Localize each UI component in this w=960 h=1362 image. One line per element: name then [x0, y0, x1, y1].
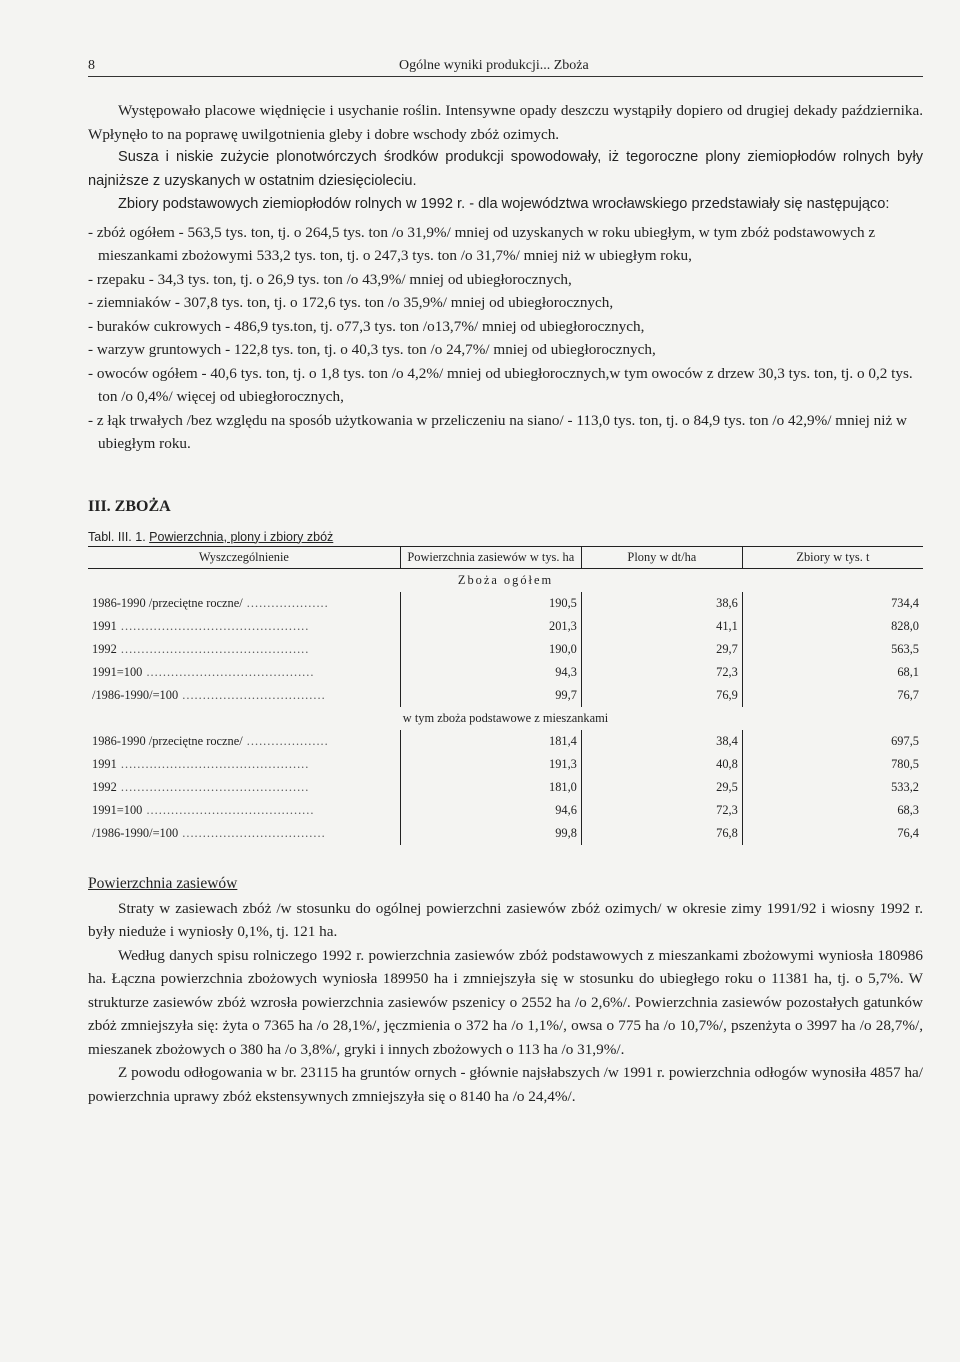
list-item: - buraków cukrowych - 486,9 tys.ton, tj. o77,3 tys. ton /o13,7%/ mniej od ubiegłorocznych,: [88, 317, 645, 335]
intro-paragraph-3: Zbiory podstawowych ziemiopłodów rolnych w 1992 r. - dla województwa wrocławskiego przedstawiały się następująco:: [118, 196, 890, 212]
table-row: 1991 .............................................. 201,3 41,1 828,0: [88, 615, 923, 638]
cell-yield: 72,3: [581, 799, 742, 822]
cell-yield: 76,8: [581, 822, 742, 845]
cell-area: 99,7: [400, 684, 581, 707]
table-row: 1986-1990 /przeciętne roczne/ .................... 190,5 38,6 734,4: [88, 592, 923, 615]
running-title: Ogólne wyniki produkcji... Zboża: [399, 58, 589, 73]
cell-yield: 41,1: [581, 615, 742, 638]
cereals-table: [88, 546, 923, 845]
table-header-row: [88, 546, 923, 568]
table-caption-text: Powierzchnia, plony i zbiory zbóż: [149, 529, 334, 544]
list-item: - ziemniaków - 307,8 tys. ton, tj. o 172,6 tys. ton /o 35,9%/ mniej od ubiegłorocznych,: [88, 294, 614, 311]
cell-harvest: 697,5: [891, 733, 919, 748]
table-row: /1986-1990/=100 ................................... 99,7 76,9 76,7: [88, 684, 923, 707]
header-yield: Plony w dt/ha: [581, 546, 742, 568]
cell-harvest: 828,0: [891, 618, 919, 633]
cell-yield: 76,9: [581, 684, 742, 707]
table-row: 1991=100 ......................................... 94,6 72,3 68,3: [88, 799, 923, 822]
table-row: 1991 .............................................. 191,3 40,8 780,5: [88, 753, 923, 776]
header-area: Powierzchnia zasiewów w tys. ha: [400, 546, 581, 568]
harvest-list: [88, 221, 923, 456]
cell-area: 99,8: [400, 822, 581, 845]
cell-area: 94,3: [400, 661, 581, 684]
page-number: 8: [88, 58, 95, 73]
row-label: 1991=100: [92, 802, 143, 817]
intro-paragraph-1: Występowało placowe więdnięcie i usychanie roślin. Intensywne opady deszczu wystąpiły dopiero od drugiej dekady października. Wpłynęło to na poprawę uwilgotnienia gleby i dobre wschody zbóż ozimych.: [88, 102, 923, 143]
cell-harvest: 563,5: [891, 641, 919, 656]
subsection-paragraph-3: Z powodu odłogowania w br. 23115 ha gruntów ornych - głównie najsłabszych /w 1991 r. powierzchnia odłogów wynosiła 4857 ha/ powierzchnia uprawy zbóż ekstensywnych zmniejszyła się o 8140 ha /o 24,4%/.: [88, 1064, 923, 1105]
row-label: /1986-1990/=100: [92, 687, 179, 702]
table-row: 1992 .............................................. 190,0 29,7 563,5: [88, 638, 923, 661]
table-row: /1986-1990/=100 ................................... 99,8 76,8 76,4: [88, 822, 923, 845]
group-row-basic: [88, 707, 923, 730]
list-item: - rzepaku - 34,3 tys. ton, tj. o 26,9 tys. ton /o 43,9%/ mniej od ubiegłorocznych,: [88, 270, 572, 288]
list-item: - owoców ogółem - 40,6 tys. ton, tj. o 1,8 tys. ton /o 4,2%/ mniej od ubiegłorocznych,w tym owoców z drzew 30,3 tys. ton, tj. o 0,2 tys. ton /o 0,4%/ więcej od ubiegłorocznych,: [88, 364, 913, 405]
cell-harvest: 780,5: [891, 756, 919, 771]
subsection-paragraph-1: Straty w zasiewach zbóż /w stosunku do ogólnej powierzchni zasiewów zbóż ozimych/ w okresie zimy 1991/92 i wiosny 1992 r. były nieduże i wyniosły 0,1%, tj. 121 ha.: [88, 899, 923, 940]
cell-harvest: 68,3: [897, 802, 919, 817]
table-row: 1992 .............................................. 181,0 29,5 533,2: [88, 776, 923, 799]
cell-harvest: 68,1: [897, 664, 919, 679]
list-item: - z łąk trwałych /bez względu na sposób użytkowania w przeliczeniu na siano/ - 113,0 tys. ton, tj. o 84,9 tys. ton /o 42,9%/ mniej niż w ubiegłym roku.: [88, 411, 907, 452]
cell-area: 181,0: [400, 776, 581, 799]
group-row-total: [88, 568, 923, 592]
row-label: /1986-1990/=100: [92, 825, 179, 840]
subsection-title: Powierzchnia zasiewów: [88, 874, 238, 892]
document-page: [88, 58, 923, 1108]
intro-paragraph-2: Susza i niskie zużycie plonotwórczych środków produkcji spowodowały, iż tegoroczne plony ziemiopłodów rolnych były najniższe z uzyskanych w ostatnim dziesięcioleciu.: [88, 149, 923, 189]
row-label: 1986-1990 /przeciętne roczne/: [92, 733, 243, 748]
list-item: - zbóż ogółem - 563,5 tys. ton, tj. o 264,5 tys. ton /o 31,9%/ mniej od uzyskanych w roku ubiegłym, w tym zbóż podstawowych z mieszankami zbożowymi 533,2 tys. ton, tj. o 247,3 tys. ton /o 31,7%/ mniej niż w ubiegłym roku,: [88, 223, 876, 264]
row-label: 1992: [92, 641, 117, 656]
section-title: III. ZBOŻA: [88, 497, 171, 515]
list-item: - warzyw gruntowych - 122,8 tys. ton, tj. o 40,3 tys. ton /o 24,7%/ mniej od ubiegłorocznych,: [88, 341, 656, 358]
cell-area: 181,4: [400, 730, 581, 753]
cell-harvest: 533,2: [891, 779, 919, 794]
cell-area: 190,0: [400, 638, 581, 661]
cell-yield: 38,6: [581, 592, 742, 615]
table-row: 1986-1990 /przeciętne roczne/ .................... 181,4 38,4 697,5: [88, 730, 923, 753]
row-label: 1986-1990 /przeciętne roczne/: [92, 595, 243, 610]
row-label: 1991=100: [92, 664, 143, 679]
cell-yield: 72,3: [581, 661, 742, 684]
cell-area: 190,5: [400, 592, 581, 615]
page-header: [88, 58, 923, 77]
row-label: 1992: [92, 779, 117, 794]
cell-area: 94,6: [400, 799, 581, 822]
cell-area: 191,3: [400, 753, 581, 776]
cell-harvest: 76,4: [897, 825, 919, 840]
subsection-paragraph-2: Według danych spisu rolniczego 1992 r. powierzchnia zasiewów zbóż podstawowych z mieszankami zbożowymi wyniosła 180986 ha. Łączna powierzchnia zbożowych wyniosła 189950 ha i zmniejszyła się w stosunku do ubiegłego roku o 11381 ha, tj. o 5,7%. W strukturze zasiewów zbóż wzrosła powierzchnia zasiewów pszenicy o 2552 ha /o 2,6%/. Powierzchnia zasiewów pozostałych gatunków zbóż zmniejszyła się: żyta o 7365 ha /o 28,1%/, jęczmienia o 372 ha /o 1,1%/, owsa o 775 ha /o 10,7%/, pszenżyta o 3997 ha /o 28,7%/, mieszanek zbożowych o 380 ha /o 3,8%/, gryki i innych zbożowych o 113 ha /o 31,9%/.: [88, 946, 923, 1058]
row-label: 1991: [92, 618, 117, 633]
group-label: Zboża ogółem: [457, 572, 554, 587]
group-label: w tym zboża podstawowe z mieszankami: [402, 710, 609, 725]
cell-harvest: 76,7: [897, 687, 919, 702]
row-label: 1991: [92, 756, 117, 771]
table-caption-prefix: Tabl. III. 1.: [88, 529, 146, 544]
header-harvest: Zbiory w tys. t: [742, 546, 923, 568]
header-label: Wyszczególnienie: [88, 546, 400, 568]
cell-yield: 38,4: [581, 730, 742, 753]
cell-yield: 29,7: [581, 638, 742, 661]
cell-harvest: 734,4: [891, 595, 919, 610]
cell-yield: 40,8: [581, 753, 742, 776]
table-caption: [88, 530, 923, 544]
table-row: 1991=100 ......................................... 94,3 72,3 68,1: [88, 661, 923, 684]
cell-area: 201,3: [400, 615, 581, 638]
cell-yield: 29,5: [581, 776, 742, 799]
